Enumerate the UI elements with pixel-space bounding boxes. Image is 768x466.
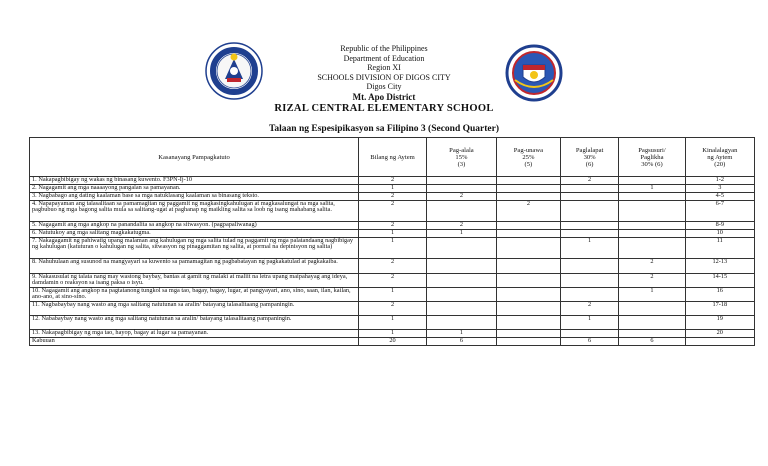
remember-cell <box>427 288 497 302</box>
header-remembering <box>427 138 497 177</box>
items-cell: 1 <box>359 238 427 259</box>
apply-cell <box>560 201 618 222</box>
header-applying-label: Paglalapat <box>575 146 604 154</box>
items-cell: 2 <box>359 201 427 222</box>
header-understanding-percent: 25% <box>522 153 535 161</box>
row-number: 1. <box>32 176 37 183</box>
row-number: 3. <box>32 192 37 199</box>
understand-cell <box>496 288 560 302</box>
apply-cell <box>560 185 618 193</box>
row-number: 11. <box>32 301 40 308</box>
competency-text: Nakasusulat ng talata nang may wastong baybay, bantas at gamit ng malaki at maliit na letra upang maipahayag ang ideya, damdamin o reaksyon sa isang paksa o isyu. <box>32 273 348 287</box>
total-understand <box>496 338 560 346</box>
republic-line: Republic of the Philippines <box>340 44 428 53</box>
items-cell: 2 <box>359 177 427 185</box>
placement-cell: 4-5 <box>685 193 754 201</box>
understand-cell <box>496 222 560 230</box>
analyze-cell: 1 <box>619 288 685 302</box>
analyze-cell <box>619 193 685 201</box>
row-number: 9. <box>32 273 37 280</box>
understand-cell: 2 <box>496 201 560 222</box>
header-analyzing-sub: Paglikha <box>640 153 664 161</box>
row-number: 4. <box>32 200 37 207</box>
table-row <box>30 274 755 288</box>
competency-text: Nagagamit ang mga angkop na panandalita sa angkop na sitwasyon. (pagpapaliwanag) <box>38 221 257 228</box>
header-applying <box>560 138 618 177</box>
competency-text: Nahuhulaan ang susunod na mangyayari sa kuwento sa pamamagitan ng pagbabatayan ng pagkakatulad at pagkakaiba. <box>38 258 338 265</box>
items-cell: 1 <box>359 230 427 238</box>
placement-cell: 12-13 <box>685 259 754 274</box>
placement-cell: 17-18 <box>685 302 754 316</box>
competency-cell <box>30 288 359 302</box>
table-row <box>30 302 755 316</box>
understand-cell <box>496 259 560 274</box>
district-line: Mt. Apo District <box>352 91 416 102</box>
row-number: 5. <box>32 221 37 228</box>
analyze-cell <box>619 222 685 230</box>
understand-cell <box>496 230 560 238</box>
total-row <box>30 338 755 346</box>
header-placement-label: Kinalalagyan <box>702 146 738 154</box>
header-understanding <box>496 138 560 177</box>
remember-cell <box>427 201 497 222</box>
understand-cell <box>496 177 560 185</box>
competency-cell <box>30 238 359 259</box>
city-line: Digos City <box>366 82 402 91</box>
specification-table <box>29 137 755 346</box>
header-remembering-label: Pag-alala <box>449 146 474 154</box>
competency-text: Napapayaman ang talasalitaan sa pamamagitan ng paggamit ng magkasingkahulugan at magkasalungat na mga salita, pagbubuo ng mga bagong salita mula sa salitang-ugat at paghanap ng maikling salita sa loob ng isang mahabang salita. <box>32 200 335 214</box>
apply-cell: 1 <box>560 316 618 330</box>
table-row <box>30 201 755 222</box>
analyze-cell <box>619 238 685 259</box>
placement-cell: 6-7 <box>685 201 754 222</box>
header-remembering-count: (3) <box>457 160 466 168</box>
header-applying-count: (6) <box>585 160 594 168</box>
understand-cell <box>496 185 560 193</box>
items-cell: 2 <box>359 222 427 230</box>
total-placement <box>685 338 754 346</box>
competency-text: Nakagagamit ng pahiwatig upang malaman ang kahulugan ng mga salita tulad ng paggamit ng mga palatandaang nagbibigay ng kahulugan (katuturan o kahulugan ng salita, sitwasyon ng pinaggamitan ng salita, at pormal na depinisyon ng salita) <box>32 237 354 251</box>
placement-cell: 16 <box>685 288 754 302</box>
placement-cell: 3 <box>685 185 754 193</box>
remember-cell: 1 <box>427 330 497 338</box>
header-understanding-label: Pag-unawa <box>513 146 544 154</box>
row-number: 6. <box>32 229 37 236</box>
remember-cell: 2 <box>427 193 497 201</box>
school-name: RIZAL CENTRAL ELEMENTARY SCHOOL <box>274 102 494 114</box>
items-cell: 1 <box>359 185 427 193</box>
apply-cell <box>560 288 618 302</box>
understand-cell <box>496 330 560 338</box>
header-placement-count: (20) <box>714 160 726 168</box>
apply-cell <box>560 274 618 288</box>
placement-cell: 1-2 <box>685 177 754 185</box>
header-items: Bilang ng Aytem <box>359 138 427 177</box>
header-competency: Kasanayang Pampagkatuto <box>30 138 359 177</box>
remember-cell <box>427 316 497 330</box>
items-cell: 2 <box>359 193 427 201</box>
header-understanding-count: (5) <box>524 160 533 168</box>
total-remember: 6 <box>427 338 497 346</box>
row-number: 10. <box>32 287 40 294</box>
apply-cell <box>560 193 618 201</box>
items-cell: 2 <box>359 259 427 274</box>
competency-cell <box>30 274 359 288</box>
region-line: Region XI <box>367 63 401 72</box>
analyze-cell: 2 <box>619 274 685 288</box>
table-row <box>30 288 755 302</box>
header-placement-sub: ng Aytem <box>707 153 733 161</box>
header-remembering-percent: 15% <box>455 153 468 161</box>
placement-cell: 19 <box>685 316 754 330</box>
analyze-cell: 2 <box>619 259 685 274</box>
header-analyzing-count: 30% (6) <box>641 160 663 168</box>
division-line: SCHOOLS DIVISION OF DIGOS CITY <box>317 72 451 82</box>
remember-cell: 2 <box>427 222 497 230</box>
table-row <box>30 238 755 259</box>
understand-cell <box>496 238 560 259</box>
remember-cell: 1 <box>427 230 497 238</box>
competency-cell <box>30 316 359 330</box>
understand-cell <box>496 302 560 316</box>
remember-cell <box>427 302 497 316</box>
placement-cell: 10 <box>685 230 754 238</box>
apply-cell: 2 <box>560 177 618 185</box>
remember-cell <box>427 177 497 185</box>
header-analyzing <box>619 138 685 177</box>
competency-text: Nagbabaybay nang wasto ang mga salitang natutunan sa aralin/ batayang talasalitaang pampaningin. <box>41 301 295 308</box>
remember-cell <box>427 274 497 288</box>
total-apply: 6 <box>560 338 618 346</box>
department-line: Department of Education <box>343 53 425 63</box>
placement-cell: 20 <box>685 330 754 338</box>
document-header <box>0 44 768 135</box>
table-row <box>30 259 755 274</box>
understand-cell <box>496 316 560 330</box>
items-cell: 1 <box>359 316 427 330</box>
row-number: 7. <box>32 237 37 244</box>
table-row <box>30 316 755 330</box>
remember-cell <box>427 259 497 274</box>
total-items: 20 <box>359 338 427 346</box>
competency-cell <box>30 259 359 274</box>
apply-cell <box>560 259 618 274</box>
table-header-row <box>30 138 755 177</box>
understand-cell <box>496 274 560 288</box>
analyze-cell <box>619 230 685 238</box>
row-number: 12. <box>32 315 40 322</box>
competency-text: Nakapagbibigay ng wakas ng binasang kuwento. F3PN-Ij-10 <box>38 176 193 183</box>
items-cell: 2 <box>359 302 427 316</box>
remember-cell <box>427 238 497 259</box>
competency-text: Nakapagbibigay ng mga tao, hayop, bagay at lugar sa pamayanan. <box>41 329 209 336</box>
competency-text: Nababaybay nang wasto ang mga salitang natutunan sa aralin/ batayang talasalitaang pampaningin. <box>41 315 292 322</box>
competency-text: Natutukoy ang mga salitang magkakatugma. <box>38 229 151 236</box>
row-number: 2. <box>32 184 37 191</box>
placement-cell: 8-9 <box>685 222 754 230</box>
header-analyzing-label: Pagsusuri/ <box>638 146 666 154</box>
placement-cell: 11 <box>685 238 754 259</box>
items-cell: 2 <box>359 274 427 288</box>
row-number: 8. <box>32 258 37 265</box>
document-title: Talaan ng Espesipikasyon sa Filipino 3 (Second Quarter) <box>268 123 500 134</box>
total-analyze: 6 <box>619 338 685 346</box>
items-cell: 1 <box>359 330 427 338</box>
competency-cell <box>30 201 359 222</box>
total-label: Kabuuan <box>30 338 359 346</box>
competency-text: Nagagamit ang angkop na pagtatanong tungkol sa mga tao, bagay, bagay, lugar, at pangyayari, ano, sino, saan, ilan, kailan, ano-ano, at sino-sino. <box>32 287 351 301</box>
row-number: 13. <box>32 329 40 336</box>
header-placement <box>685 138 754 177</box>
competency-cell <box>30 302 359 316</box>
apply-cell: 1 <box>560 238 618 259</box>
items-cell: 1 <box>359 288 427 302</box>
placement-cell: 14-15 <box>685 274 754 288</box>
apply-cell <box>560 222 618 230</box>
header-applying-percent: 30% <box>583 153 596 161</box>
competency-cell <box>30 330 359 338</box>
apply-cell: 2 <box>560 302 618 316</box>
competency-text: Nagagamit ang mga naaaayong pangalan sa pamayanan. <box>38 184 181 191</box>
analyze-cell: 1 <box>619 185 685 193</box>
analyze-cell <box>619 316 685 330</box>
competency-text: Nagbabago ang dating kaalaman base sa mga natuklasang kaalaman sa binasang teksto. <box>38 192 259 199</box>
analyze-cell <box>619 201 685 222</box>
analyze-cell <box>619 302 685 316</box>
